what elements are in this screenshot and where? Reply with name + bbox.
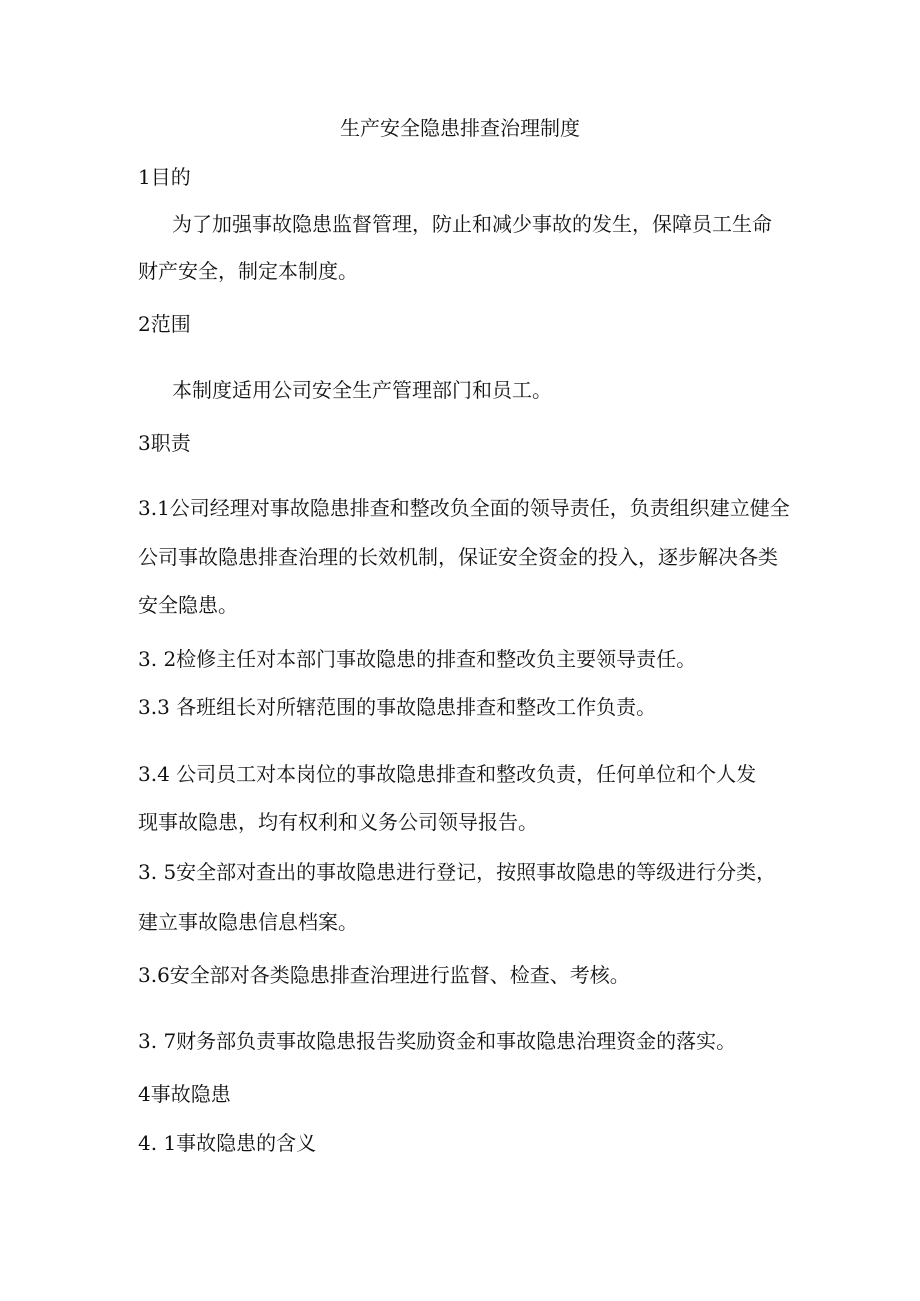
item-3-5-line-1: 3. 5安全部对查出的事故隐患进行登记，按照事故隐患的等级进行分类，	[138, 860, 777, 884]
item-3-1-line-2: 公司事故隐患排查治理的长效机制，保证安全资金的投入，逐步解决各类	[138, 545, 778, 569]
section-3-heading: 3职责	[138, 431, 191, 455]
section-4-heading: 4事故隐患	[138, 1082, 231, 1106]
page-title: 生产安全隐患排查治理制度	[340, 116, 580, 140]
item-3-3: 3.3 各班组长对所辖范围的事故隐患排查和整改工作负责。	[138, 695, 657, 719]
section-1-heading: 1目的	[138, 165, 191, 189]
item-3-6: 3.6安全部对各类隐患排查治理进行监督、检查、考核。	[138, 963, 630, 987]
item-3-4-line-1: 3.4 公司员工对本岗位的事故隐患排查和整改负责，任何单位和个人发	[138, 762, 757, 786]
item-3-2: 3. 2检修主任对本部门事故隐患的排查和整改负主要领导责任。	[138, 647, 697, 671]
item-3-4-line-2: 现事故隐患，均有权利和义务公司领导报告。	[138, 810, 538, 834]
item-3-1-line-1: 3.1公司经理对事故隐患排查和整改负全面的领导责任，负责组织建立健全	[138, 496, 790, 520]
section-2-paragraph: 本制度适用公司安全生产管理部门和员工。	[172, 378, 552, 402]
section-1-paragraph-line-1: 为了加强事故隐患监督管理，防止和减少事故的发生，保障员工生命	[172, 212, 772, 236]
section-4-1-heading: 4. 1事故隐患的含义	[138, 1131, 317, 1155]
section-1-paragraph-line-2: 财产安全，制定本制度。	[138, 259, 358, 283]
item-3-1-line-3: 安全隐患。	[138, 593, 238, 617]
item-3-7: 3. 7财务部负责事故隐患报告奖励资金和事故隐患治理资金的落实。	[138, 1029, 737, 1053]
section-2-heading: 2范围	[138, 312, 191, 336]
item-3-5-line-2: 建立事故隐患信息档案。	[138, 910, 358, 934]
